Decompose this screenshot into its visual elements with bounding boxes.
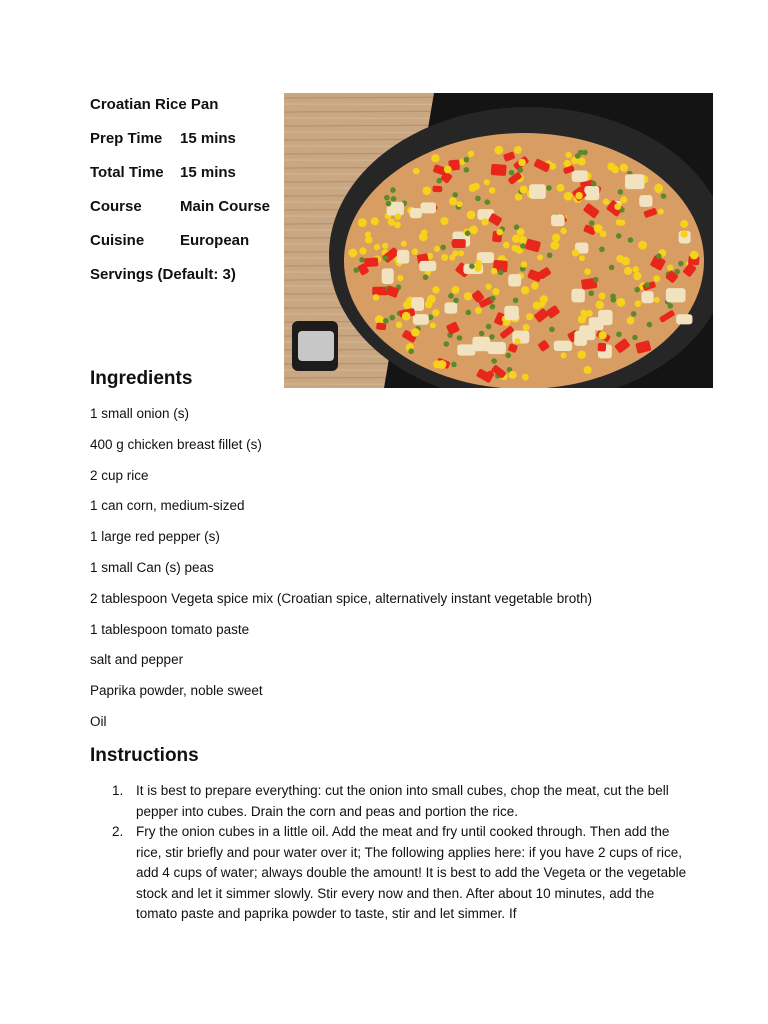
pea	[674, 269, 680, 275]
corn-kernel	[484, 179, 490, 185]
pea	[469, 263, 475, 269]
corn-kernel	[452, 286, 460, 294]
corn-kernel	[431, 154, 439, 162]
corn-kernel	[522, 374, 529, 381]
pea	[453, 298, 459, 304]
pea	[491, 358, 497, 364]
pea	[383, 318, 389, 324]
pea	[475, 196, 481, 202]
corn-kernel	[599, 292, 606, 299]
corn-kernel	[464, 292, 472, 300]
corn-kernel	[494, 146, 503, 155]
corn-kernel	[433, 360, 441, 368]
pea	[632, 335, 638, 341]
corn-kernel	[598, 331, 606, 339]
corn-kernel	[514, 338, 520, 344]
corn-kernel	[519, 236, 527, 244]
corn-kernel	[430, 322, 436, 328]
corn-kernel	[575, 192, 583, 200]
pea	[517, 167, 523, 173]
corn-kernel	[577, 350, 585, 358]
corn-kernel	[434, 246, 440, 252]
chicken-piece	[584, 186, 599, 200]
pea	[354, 267, 360, 273]
pea	[678, 261, 684, 267]
pea	[656, 253, 662, 259]
corn-kernel	[411, 328, 420, 337]
step-text: Fry the onion cubes in a little oil. Add the meat and fry until cooked through. Then add the rice, stir briefly and pour water over it; The following applies here: if you have 2 cups of rice, add 4 cups of water; always double the amount! It is best to add the Vegeta or the vegetable stock and let it simmer slowly. Stir every now and then. After about 10 minutes, add the tomato paste and paprika powder to taste, stir and let simmer. If	[136, 824, 687, 921]
list-item: 2 tablespoon Vegeta spice mix (Croatian spice, alternatively instant vegetable broth)	[90, 590, 593, 606]
list-item: salt and pepper	[90, 652, 184, 668]
corn-kernel	[514, 146, 522, 154]
corn-kernel	[635, 300, 642, 307]
corn-kernel	[396, 322, 403, 329]
corn-kernel	[521, 261, 528, 268]
pea	[384, 195, 390, 201]
corn-kernel	[600, 230, 607, 237]
pan-handle-metal	[298, 331, 334, 361]
corn-kernel	[457, 201, 463, 207]
pea	[466, 310, 472, 316]
meta-servings: Servings (Default: 3)	[90, 266, 236, 283]
corn-kernel	[419, 233, 428, 242]
corn-kernel	[633, 272, 641, 280]
corn-kernel	[611, 166, 619, 174]
corn-kernel	[521, 286, 529, 294]
corn-kernel	[489, 187, 496, 194]
corn-kernel	[550, 241, 559, 250]
corn-kernel	[444, 166, 452, 174]
pea	[444, 341, 450, 347]
corn-kernel	[374, 244, 380, 250]
chicken-piece	[666, 288, 686, 302]
corn-kernel	[394, 222, 401, 229]
corn-kernel	[469, 226, 478, 235]
corn-kernel	[658, 208, 664, 214]
pea	[440, 245, 446, 251]
step-text: It is best to prepare everything: cut the onion into small cubes, chop the meat, cut the bell pepper into cubes. Drain the corn and peas and portion the rice.	[136, 783, 669, 819]
pea	[546, 185, 552, 191]
corn-kernel	[388, 219, 395, 226]
pea	[457, 335, 463, 341]
corn-kernel	[413, 168, 420, 175]
pea	[591, 181, 597, 187]
chicken-piece	[529, 184, 546, 199]
pea	[634, 287, 640, 293]
corn-kernel	[432, 309, 439, 316]
pea	[479, 331, 485, 337]
corn-kernel	[616, 255, 624, 263]
corn-kernel	[492, 288, 499, 295]
corn-kernel	[523, 324, 530, 331]
pea	[582, 150, 588, 156]
pea	[389, 315, 395, 321]
corn-kernel	[638, 241, 647, 250]
pea	[490, 304, 496, 310]
pea	[589, 220, 595, 226]
corn-kernel	[397, 275, 403, 281]
corn-kernel	[655, 187, 662, 194]
chicken-piece	[639, 195, 652, 207]
corn-kernel	[375, 315, 384, 324]
pea	[505, 353, 511, 359]
corn-kernel	[481, 218, 488, 225]
chicken-piece	[410, 208, 422, 218]
pea	[513, 298, 519, 304]
chicken-piece	[504, 306, 518, 321]
corn-kernel	[348, 248, 357, 257]
pea	[599, 246, 605, 252]
corn-kernel	[556, 184, 564, 192]
pea	[490, 296, 496, 302]
meta-course	[90, 195, 280, 229]
meta-value: Main Course	[180, 198, 271, 215]
instructions-list	[112, 781, 687, 925]
corn-kernel	[518, 159, 526, 167]
list-item: 2 cup rice	[90, 467, 149, 483]
corn-kernel	[402, 312, 411, 321]
meta-cuisine	[90, 229, 280, 263]
corn-kernel	[564, 192, 573, 201]
corn-kernel	[667, 264, 673, 270]
chicken-piece	[676, 314, 692, 324]
red-pepper-piece	[598, 343, 607, 352]
chicken-piece	[641, 291, 653, 303]
pea	[383, 255, 389, 261]
corn-kernel	[624, 267, 632, 275]
corn-kernel	[627, 317, 635, 325]
corn-kernel	[371, 217, 379, 225]
pea	[668, 303, 674, 309]
corn-kernel	[496, 229, 503, 236]
meta-value: European	[180, 232, 250, 249]
pea	[520, 243, 526, 249]
pea	[575, 153, 581, 159]
pea	[489, 334, 495, 340]
meta-label: Total Time	[90, 164, 164, 181]
corn-kernel	[560, 228, 566, 234]
pea	[448, 293, 454, 299]
chicken-piece	[444, 302, 457, 313]
pea	[644, 282, 650, 288]
chicken-piece	[579, 325, 595, 340]
pea	[509, 170, 515, 176]
pea	[547, 252, 553, 258]
recipe-meta	[90, 93, 280, 297]
corn-kernel	[616, 298, 625, 307]
corn-kernel	[614, 203, 621, 210]
corn-kernel	[475, 307, 482, 314]
corn-kernel	[620, 163, 628, 171]
pea	[628, 237, 634, 243]
chicken-piece	[413, 314, 429, 325]
meta-prep-time	[90, 127, 280, 161]
corn-kernel	[531, 282, 539, 290]
corn-kernel	[584, 268, 591, 275]
corn-kernel	[427, 295, 436, 304]
chicken-piece	[472, 337, 490, 351]
meta-value: 15 mins	[180, 130, 236, 147]
corn-kernel	[690, 251, 699, 260]
corn-kernel	[403, 301, 411, 309]
list-item: 1 small Can (s) peas	[90, 559, 214, 575]
pea	[391, 196, 397, 202]
pea	[359, 257, 365, 263]
rice-pan-photo	[284, 93, 713, 388]
corn-kernel	[440, 217, 448, 225]
step-number: 1.	[112, 783, 124, 798]
ingredients-list	[90, 403, 592, 742]
corn-kernel	[358, 218, 367, 227]
red-pepper-piece	[364, 257, 378, 267]
pea	[609, 265, 615, 271]
chicken-piece	[551, 215, 565, 227]
corn-kernel	[561, 352, 567, 358]
red-pepper-piece	[491, 164, 507, 176]
corn-kernel	[620, 196, 627, 203]
ingredients-heading: Ingredients	[90, 368, 193, 389]
pea	[452, 192, 458, 198]
corn-kernel	[474, 264, 481, 271]
photo-illustration	[284, 93, 713, 388]
step-number: 2.	[112, 824, 124, 839]
corn-kernel	[395, 213, 401, 219]
corn-kernel	[449, 197, 457, 205]
corn-kernel	[564, 160, 571, 167]
red-pepper-piece	[372, 287, 388, 295]
list-item: Paprika powder, noble sweet	[90, 683, 263, 699]
corn-kernel	[491, 268, 497, 274]
pea	[611, 297, 617, 303]
pea	[661, 193, 667, 199]
corn-kernel	[509, 371, 517, 379]
corn-kernel	[468, 151, 474, 157]
pea	[408, 348, 414, 354]
meta-value: 15 mins	[180, 164, 236, 181]
pea	[464, 157, 470, 163]
corn-kernel	[467, 210, 476, 219]
corn-kernel	[401, 241, 407, 247]
instructions-heading: Instructions	[90, 745, 199, 766]
pea	[549, 327, 555, 333]
corn-kernel	[581, 311, 588, 318]
corn-kernel	[540, 295, 548, 303]
list-item: 1 large red pepper (s)	[90, 529, 220, 545]
corn-kernel	[452, 250, 458, 256]
chicken-piece	[554, 341, 572, 351]
corn-kernel	[616, 219, 622, 225]
corn-kernel	[680, 220, 688, 228]
meta-label: Cuisine	[90, 232, 145, 249]
chicken-piece	[382, 268, 394, 284]
chicken-piece	[508, 274, 521, 286]
pea	[593, 277, 599, 283]
red-pepper-piece	[376, 322, 387, 330]
pea	[631, 311, 637, 317]
corn-kernel	[533, 301, 541, 309]
corn-kernel	[595, 301, 604, 310]
corn-kernel	[653, 275, 660, 282]
corn-kernel	[422, 186, 431, 195]
pea	[390, 187, 396, 193]
meta-label: Course	[90, 198, 142, 215]
corn-kernel	[680, 230, 687, 237]
meta-label: Prep Time	[90, 130, 163, 147]
chicken-piece	[625, 174, 645, 189]
pea	[616, 233, 622, 239]
chicken-piece	[419, 261, 436, 271]
corn-kernel	[382, 243, 388, 249]
corn-kernel	[503, 242, 510, 249]
red-pepper-piece	[432, 186, 442, 193]
corn-kernel	[537, 254, 543, 260]
pea	[588, 290, 594, 296]
corn-kernel	[572, 249, 579, 256]
instruction-step	[112, 781, 687, 822]
pea	[464, 167, 470, 173]
corn-kernel	[579, 255, 585, 261]
chicken-piece	[571, 289, 584, 303]
corn-kernel	[365, 236, 373, 244]
corn-kernel	[584, 366, 592, 374]
pea	[484, 199, 490, 205]
pea	[423, 274, 429, 280]
pea	[618, 189, 624, 195]
corn-kernel	[412, 248, 419, 255]
corn-kernel	[526, 313, 533, 320]
corn-kernel	[458, 250, 464, 256]
list-item: 1 can corn, medium-sized	[90, 498, 245, 514]
corn-kernel	[432, 286, 439, 293]
corn-kernel	[511, 245, 518, 252]
corn-kernel	[603, 198, 609, 204]
corn-kernel	[632, 266, 639, 273]
instruction-step	[112, 822, 687, 925]
corn-kernel	[654, 297, 660, 303]
red-pepper-piece	[452, 239, 466, 248]
corn-kernel	[565, 152, 571, 158]
pea	[647, 322, 653, 328]
corn-kernel	[373, 294, 379, 300]
pea	[486, 324, 492, 330]
chicken-piece	[397, 250, 409, 264]
list-item: Oil	[90, 713, 107, 729]
meta-total-time	[90, 161, 280, 195]
chicken-piece	[421, 202, 437, 213]
recipe-title: Croatian Rice Pan	[90, 96, 219, 113]
corn-kernel	[472, 183, 479, 190]
corn-kernel	[520, 186, 528, 194]
pea	[436, 178, 442, 184]
corn-kernel	[485, 284, 491, 290]
pea	[386, 201, 392, 207]
list-item: 1 tablespoon tomato paste	[90, 621, 250, 637]
chicken-piece	[487, 342, 505, 354]
pea	[498, 270, 504, 276]
pea	[451, 362, 457, 368]
corn-kernel	[517, 228, 525, 236]
chicken-piece	[572, 170, 588, 181]
list-item: 400 g chicken breast fillet (s)	[90, 436, 262, 452]
corn-kernel	[359, 247, 366, 254]
corn-kernel	[549, 163, 556, 170]
corn-kernel	[552, 234, 560, 242]
list-item: 1 small onion (s)	[90, 406, 190, 421]
corn-kernel	[441, 254, 448, 261]
pea	[616, 332, 622, 338]
